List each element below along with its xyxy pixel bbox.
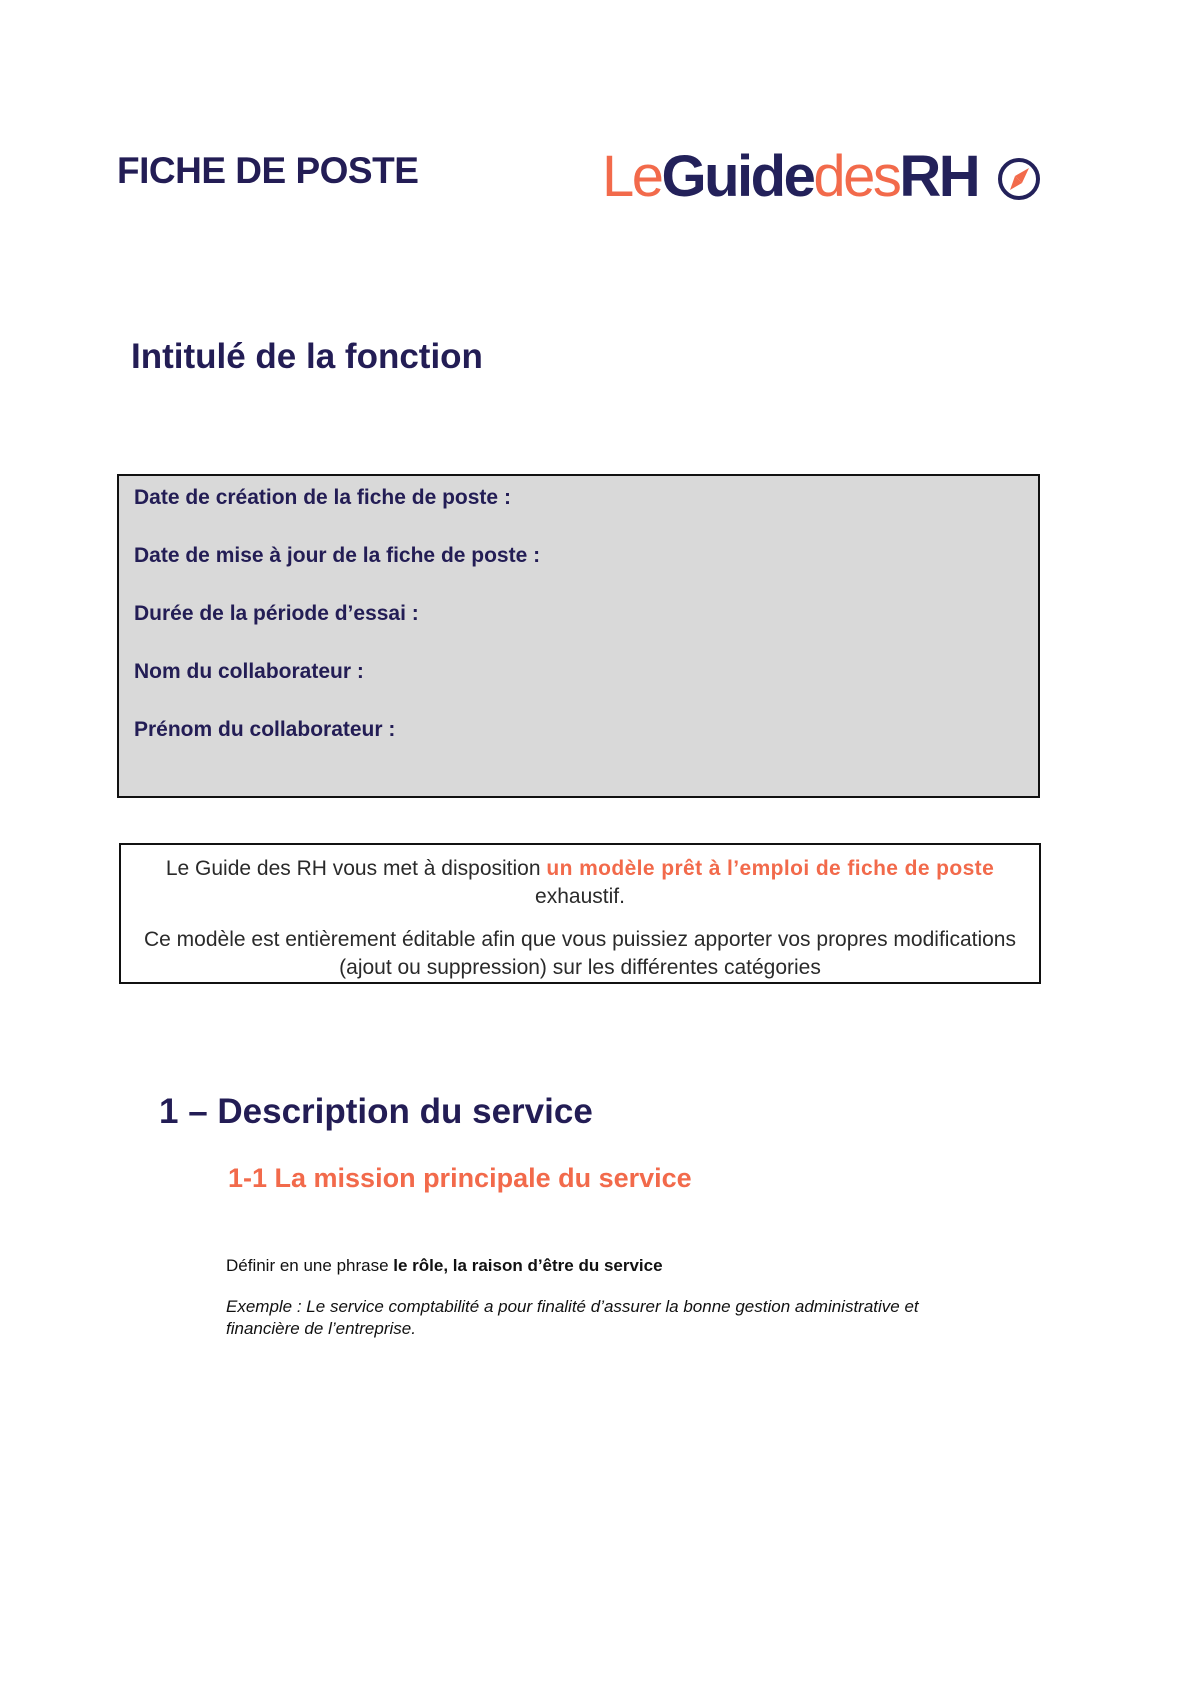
logo	[602, 142, 1042, 212]
function-title: Intitulé de la fonction	[131, 337, 483, 376]
logo-text-des: des	[813, 144, 900, 209]
notice-prefix: Le Guide des RH vous met à disposition	[165, 857, 547, 880]
info-box	[117, 474, 1040, 798]
logo-text-le: Le	[602, 144, 662, 209]
subsection-title: 1-1 La mission principale du service	[228, 1163, 692, 1193]
field-first-name: Prénom du collaborateur :	[134, 718, 396, 741]
field-trial-period: Durée de la période d’essai :	[134, 602, 419, 625]
example-text: Exemple : Le service comptabilité a pour finalité d’assurer la bonne gestion administrative et financière de l’entreprise.	[226, 1297, 919, 1338]
logo-text-guide: Guide	[661, 144, 814, 209]
field-creation-date: Date de création de la fiche de poste :	[134, 486, 511, 509]
logo-text-rh: RH	[899, 144, 979, 209]
field-last-name: Nom du collaborateur :	[134, 660, 364, 683]
notice-suffix: exhaustif.	[535, 885, 625, 908]
field-update-date: Date de mise à jour de la fiche de poste :	[134, 544, 541, 567]
section-title: 1 – Description du service	[159, 1092, 593, 1131]
definition-line	[226, 1256, 663, 1276]
notice-line2: Ce modèle est entièrement éditable afin que vous puissiez apporter vos propres modifications (ajout ou suppression) sur les différentes catégories	[144, 928, 1016, 979]
notice-box	[119, 843, 1041, 984]
definition-bold: le rôle, la raison d’être du service	[393, 1256, 663, 1275]
notice-line1	[121, 855, 1039, 911]
notice-highlight: un modèle prêt à l’emploi de fiche de poste	[546, 857, 995, 880]
compass-icon	[996, 154, 1042, 200]
definition-prefix: Définir en une phrase	[226, 1256, 394, 1275]
document-title: FICHE DE POSTE	[117, 150, 419, 191]
